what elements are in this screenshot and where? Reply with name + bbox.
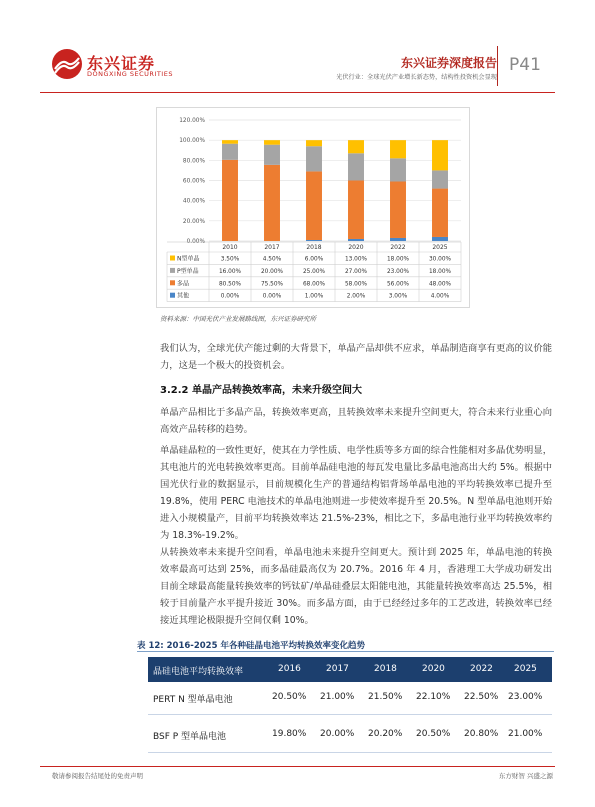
- footer-slogan: 东方财智 兴盛之源: [498, 772, 553, 780]
- data-label: 4.00%: [430, 293, 450, 300]
- table-cell: 19.80%: [272, 729, 307, 739]
- data-label: 6.00%: [304, 256, 324, 263]
- table-cell: 20.00%: [320, 729, 355, 739]
- table-caption-rule: [137, 651, 554, 652]
- x-tick-label: 2018: [306, 244, 322, 251]
- bar-segment: [432, 237, 448, 241]
- table-cell: 21.50%: [368, 692, 403, 702]
- data-label: 16.00%: [218, 268, 242, 275]
- bar-segment: [306, 240, 322, 241]
- y-tick-label: 120.00%: [179, 118, 205, 124]
- table-cell: 22.10%: [416, 692, 451, 702]
- table-header: [148, 657, 552, 682]
- bar-segment: [348, 140, 364, 153]
- paragraph-1: 我们认为，全球光伏产能过剩的大背景下，单晶产品却供不应求，单晶制造商享有更高的议价能力，这是一个极大的投资机会。: [160, 343, 552, 371]
- data-label: 3.50%: [220, 256, 240, 263]
- table-header-cell: 2025: [514, 664, 537, 674]
- y-tick-label: 100.00%: [179, 138, 205, 145]
- chart-canvas: [157, 108, 469, 307]
- data-label: 20.00%: [260, 268, 284, 275]
- table-header-cell: 晶硅电池平均转换效率: [153, 667, 244, 677]
- legend-swatch: [170, 280, 175, 285]
- data-label: 18.00%: [386, 256, 410, 263]
- x-tick-label: 2020: [348, 244, 364, 251]
- bar-segment: [390, 182, 406, 238]
- legend-label: 其他: [177, 292, 190, 300]
- table-cell: 23.00%: [508, 692, 543, 702]
- bar-segment: [348, 239, 364, 241]
- data-label: 18.00%: [428, 268, 452, 275]
- company-name-en: DONGXING SECURITIES: [87, 70, 173, 78]
- paragraph-2: 单晶产品相比于多晶产品，转换效率更高，且转换效率未来提升空间更大，符合未来行业重心向高效产品转移的趋势。: [160, 407, 552, 435]
- legend-label: N型单晶: [177, 255, 200, 263]
- x-tick-label: 2010: [222, 244, 238, 251]
- bar-segment: [264, 145, 280, 165]
- footer-disclaimer: 敬请参阅报告结尾处的免责声明: [52, 772, 143, 780]
- bar-segment: [222, 160, 238, 241]
- table-header-cell: 2018: [374, 664, 397, 674]
- data-label: 23.00%: [386, 268, 410, 275]
- data-label: 58.00%: [344, 281, 368, 288]
- data-label: 68.00%: [302, 281, 326, 288]
- table-cell: 20.20%: [368, 729, 403, 739]
- data-label: 27.00%: [344, 268, 368, 275]
- data-label: 13.00%: [344, 256, 368, 263]
- bar-segment: [264, 140, 280, 145]
- table-caption: 表 12: 2016-2025 年各种硅晶电池平均转换效率变化趋势: [137, 641, 365, 651]
- legend-label: P型单晶: [177, 267, 199, 275]
- y-tick-label: 40.00%: [182, 198, 205, 205]
- bar-segment: [222, 144, 238, 160]
- table-header-cell: 2016: [278, 664, 301, 674]
- bar-segment: [264, 165, 280, 241]
- x-tick-label: 2025: [432, 244, 448, 251]
- x-tick-label: 2022: [390, 244, 406, 251]
- table-cell: 20.50%: [416, 729, 451, 739]
- table-row-divider: [148, 714, 552, 715]
- table-cell: 20.80%: [464, 729, 499, 739]
- legend-label: 多晶: [177, 280, 190, 288]
- bar-segment: [222, 140, 238, 144]
- data-label: 0.00%: [220, 293, 240, 300]
- table-cell: 21.00%: [508, 729, 543, 739]
- section-heading: 3.2.2 单晶产品转换效率高，未来升级空间大: [160, 385, 362, 396]
- table-header-cell: 2020: [422, 664, 445, 674]
- legend-swatch: [170, 293, 175, 298]
- legend-swatch: [170, 268, 175, 273]
- y-tick-label: 80.00%: [182, 158, 205, 165]
- header-rule: [40, 92, 555, 93]
- y-tick-label: 0.00%: [186, 239, 205, 245]
- header-divider: [497, 46, 498, 86]
- data-label: 2.00%: [346, 293, 366, 300]
- table-header-cell: 2017: [326, 664, 349, 674]
- data-label: 48.00%: [428, 281, 452, 288]
- legend-swatch: [170, 256, 175, 261]
- bar-segment: [348, 153, 364, 180]
- data-label: 75.50%: [260, 281, 284, 288]
- company-logo-icon: [52, 49, 82, 79]
- table-cell: 21.00%: [320, 692, 355, 702]
- bar-segment: [390, 140, 406, 158]
- bar-segment: [390, 238, 406, 241]
- table-header-cell: 2022: [470, 664, 493, 674]
- paragraph-4: 从转换效率未来提升空间看，单晶电池未来提升空间更大。预计到 2025 年，单晶电池的转换效率最高可达到 25%，而多晶硅最高仅为 20.7%。2016 年 4 月，香港理工大学成功研发出目前全球最高能量转换效率的钙钛矿/单晶硅叠层太阳能电池，其能量转换效率高达 25.5%，相较于目前量产水平提升接近 30%。而多晶方面，由于已经经过多年的工艺改进，转换效率已经接近其理论极限提升空间仅剩 10%。: [160, 547, 552, 626]
- report-title: 东兴证券深度报告: [400, 56, 497, 70]
- data-label: 1.00%: [304, 293, 324, 300]
- bar-segment: [432, 189, 448, 237]
- stacked-bar-chart: [156, 107, 470, 308]
- table-row-divider: [148, 752, 552, 753]
- table-row: [148, 692, 552, 708]
- bar-segment: [432, 140, 448, 170]
- data-label: 30.00%: [428, 256, 452, 263]
- bar-segment: [306, 146, 322, 171]
- company-name: 东兴证券: [87, 54, 156, 73]
- table-cell: BSF P 型单晶电池: [153, 732, 227, 742]
- y-tick-label: 60.00%: [182, 178, 205, 185]
- data-label: 56.00%: [386, 281, 410, 288]
- data-label: 4.50%: [262, 256, 282, 263]
- data-label: 25.00%: [302, 268, 326, 275]
- data-label: 3.00%: [388, 293, 408, 300]
- table-row: [148, 729, 552, 745]
- bar-segment: [348, 181, 364, 239]
- bar-segment: [390, 158, 406, 181]
- table-cell: PERT N 型单晶电池: [153, 695, 233, 705]
- chart-source: 资料来源：中国光伏产业发展路线图，东兴证券研究所: [160, 315, 316, 323]
- data-label: 80.50%: [218, 281, 242, 288]
- bar-segment: [432, 170, 448, 188]
- bar-segment: [306, 140, 322, 146]
- table-cell: 22.50%: [464, 692, 499, 702]
- x-tick-label: 2017: [264, 244, 280, 251]
- y-tick-label: 20.00%: [182, 218, 205, 225]
- table-cell: 20.50%: [272, 692, 307, 702]
- footer-rule: [40, 766, 555, 767]
- data-label: 0.00%: [262, 293, 282, 300]
- paragraph-3: 单晶硅晶粒的一致性更好，使其在力学性质、电学性质等多方面的综合性能相对多晶优势明显，其电池片的光电转换效率更高。目前单晶硅电池的每瓦发电量比多晶电池高出大约 5%。根据中国光伏行业的数据显示，目前规模化生产的普通结构铝背场单晶电池的平均转换效率已提升至 19.8%，使用 PERC 电池技术的单晶电池则进一步使效率提升至 20.5%。N 型单晶电池则开始进入小规模量产，目前平均转换效率达 21.5%-23%，相比之下，多晶电池行业平均转换效率约为 18.3%-19.2%。: [160, 445, 552, 541]
- bar-segment: [306, 171, 322, 240]
- report-subtitle: 光伏行业：全球光伏产业增长新态势，结构性投资机会显现: [336, 74, 497, 81]
- page-number: P41: [509, 55, 541, 75]
